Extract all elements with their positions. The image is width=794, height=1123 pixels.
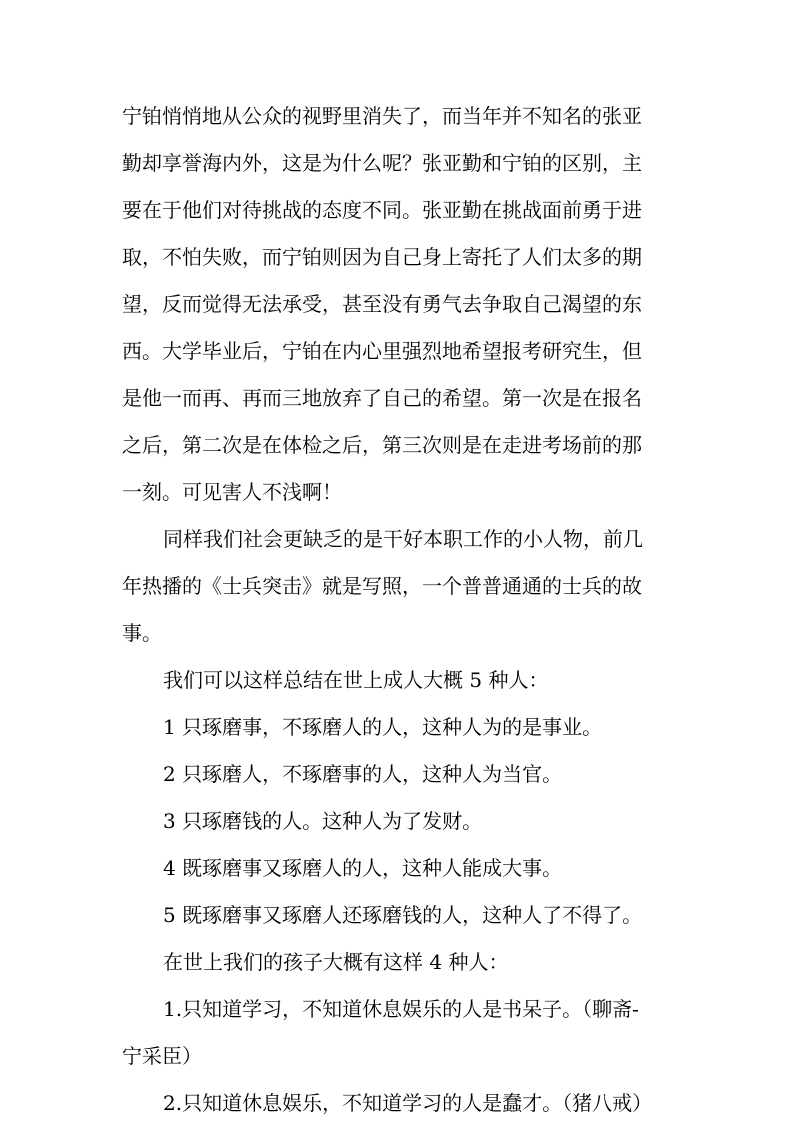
text-line: [0, 806, 794, 836]
line-text: 宁采臣）: [122, 1044, 202, 1068]
line-text: 1.只知道学习，不知道休息娱乐的人是书呆子。（聊斋-: [163, 997, 639, 1021]
line-text: 2 只琢磨人，不琢磨事的人，这种人为当官。: [163, 762, 563, 786]
text-line: [0, 1088, 794, 1118]
text-line: [0, 336, 794, 366]
line-text: 我们可以这样总结在世上成人大概 5 种人：: [163, 668, 549, 692]
line-text: 望，反而觉得无法承受，甚至没有勇气去争取自己渴望的东: [122, 292, 642, 316]
text-line: [0, 759, 794, 789]
text-line: [0, 383, 794, 413]
text-line: [0, 712, 794, 742]
text-line: [0, 289, 794, 319]
text-line: [0, 148, 794, 178]
text-line: [0, 571, 794, 601]
line-text: 1 只琢磨事，不琢磨人的人，这种人为的是事业。: [163, 715, 603, 739]
text-line: [0, 195, 794, 225]
line-text: 西。大学毕业后，宁铂在内心里强烈地希望报考研究生，但: [122, 339, 642, 363]
line-text: 宁铂悄悄地从公众的视野里消失了，而当年并不知名的张亚: [122, 104, 642, 128]
text-line: [0, 477, 794, 507]
line-text: 4 既琢磨事又琢磨人的人，这种人能成大事。: [163, 856, 563, 880]
text-line: [0, 430, 794, 460]
text-line: [0, 242, 794, 272]
line-text: 在世上我们的孩子大概有这样 4 种人：: [163, 950, 509, 974]
line-text: 2.只知道休息娱乐，不知道学习的人是蠢才。（猪八戒）: [163, 1091, 653, 1115]
line-text: 一刻。可见害人不浅啊！: [122, 480, 342, 504]
line-text: 3 只琢磨钱的人。这种人为了发财。: [163, 809, 483, 833]
text-line: [0, 665, 794, 695]
line-text: 年热播的《士兵突击》就是写照，一个普普通通的士兵的故: [122, 574, 642, 598]
text-line: [0, 618, 794, 648]
line-text: 5 既琢磨事又琢磨人还琢磨钱的人，这种人了不得了。: [163, 903, 643, 927]
line-text: 之后，第二次是在体检之后，第三次则是在走进考场前的那: [122, 433, 642, 457]
line-text: 取，不怕失败，而宁铂则因为自己身上寄托了人们太多的期: [122, 245, 642, 269]
text-line: [0, 947, 794, 977]
text-line: [0, 853, 794, 883]
line-text: 事。: [122, 621, 162, 645]
line-text: 勤却享誉海内外，这是为什么呢？张亚勤和宁铂的区别，主: [122, 151, 642, 175]
line-text: 要在于他们对待挑战的态度不同。张亚勤在挑战面前勇于进: [122, 198, 642, 222]
line-text: 是他一而再、再而三地放弃了自己的希望。第一次是在报名: [122, 386, 642, 410]
line-text: 同样我们社会更缺乏的是干好本职工作的小人物，前几: [163, 527, 643, 551]
text-line: [0, 101, 794, 131]
text-line: [0, 524, 794, 554]
text-line: [0, 900, 794, 930]
text-line: [0, 1041, 794, 1071]
text-line: [0, 994, 794, 1024]
